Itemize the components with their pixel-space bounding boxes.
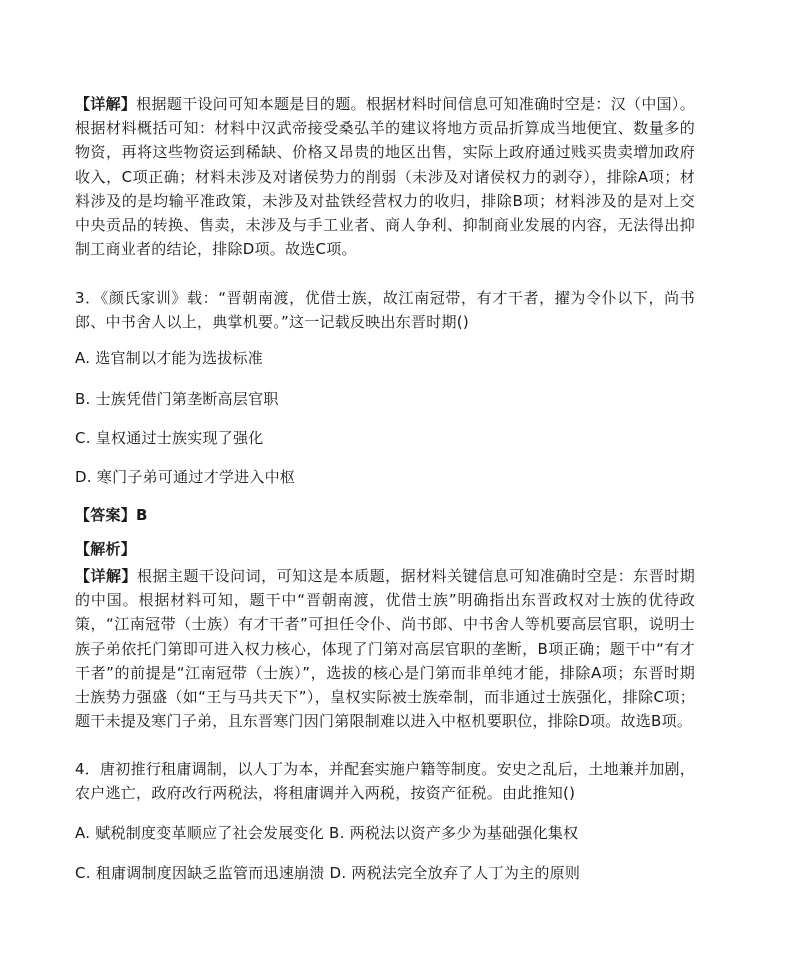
q3-answer: 【答案】B <box>75 506 148 524</box>
q3-analysis-label: 【解析】 <box>75 540 137 558</box>
q3-detail-text: 根据主题干设问词，可知这是本质题，据材料关键信息可知准确时空是：东晋时期的中国。根据材料可知，题干中“晋朝南渡，优借士族”明确指出东晋政权对士族的优待政策，“江南冠带（士族）有才干者”可担任令仆、尚书郎、中书舍人等机要高层官职，说明士族子弟依托门第即可进入权力核心，体现了门第对高层官职的垄断，B项正确；题干中“有才干者”的前提是“江南冠带（士族）”，选拔的核心是门第而非单纯才能，排除A项；东晋时期士族势力强盛（如“王与马共天下”），皇权实际被士族牵制，而非通过士族强化，排除C项；题干未提及寒门子弟，且东晋寒门因门第限制难以进入中枢机要职位，排除D项。故选B项。 <box>75 567 695 731</box>
q2-detail-paragraph <box>75 92 695 261</box>
q3-detail-paragraph <box>75 564 695 733</box>
q4-options-line-2: C. 租庸调制度因缺乏监管而迅速崩溃 D. 两税法完全放弃了人丁为主的原则 <box>75 864 581 882</box>
q3-option-d: D. 寒门子弟可通过才学进入中枢 <box>75 468 296 486</box>
q3-detail-label: 【详解】 <box>75 567 138 585</box>
q4-options-line-1: A. 赋税制度变革顺应了社会发展变化 B. 两税法以资产多少为基础强化集权 <box>75 824 579 842</box>
detail-label: 【详解】 <box>75 95 137 113</box>
q3-option-c: C. 皇权通过士族实现了强化 <box>75 429 264 447</box>
q4-stem: 4．唐初推行租庸调制，以人丁为本，并配套实施户籍等制度。安史之乱后，土地兼并加剧，农户逃亡，政府改行两税法，将租庸调并入两税，按资产征税。由此推知() <box>75 760 695 803</box>
q3-option-b: B. 士族凭借门第垄断高层官职 <box>75 390 279 408</box>
q3-stem: 3．《颜氏家训》载：“晋朝南渡，优借士族，故江南冠带，有才干者，擢为令仆以下，尚书郎、中书舍人以上，典掌机要。”这一记载反映出东晋时期() <box>75 289 695 332</box>
detail-text: 根据题干设问可知本题是目的题。根据材料时间信息可知准确时空是：汉（中国）。根据材料概括可知：材料中汉武帝接受桑弘羊的建议将地方贡品折算成当地便宜、数量多的物资，再将这些物资运到稀缺、价格又昂贵的地区出售，实际上政府通过贱买贵卖增加政府收入，C项正确；材料未涉及对诸侯势力的削弱（未涉及对诸侯权力的剥夺），排除A项；材料涉及的是均输平准政策，未涉及对盐铁经营权力的收归，排除B项；材料涉及的是对上交中央贡品的转换、售卖，未涉及与手工业者、商人争利、抑制商业发展的内容，无法得出抑制工商业者的结论，排除D项。故选C项。 <box>75 95 695 259</box>
q3-option-a: A. 选官制以才能为选拔标准 <box>75 349 264 367</box>
